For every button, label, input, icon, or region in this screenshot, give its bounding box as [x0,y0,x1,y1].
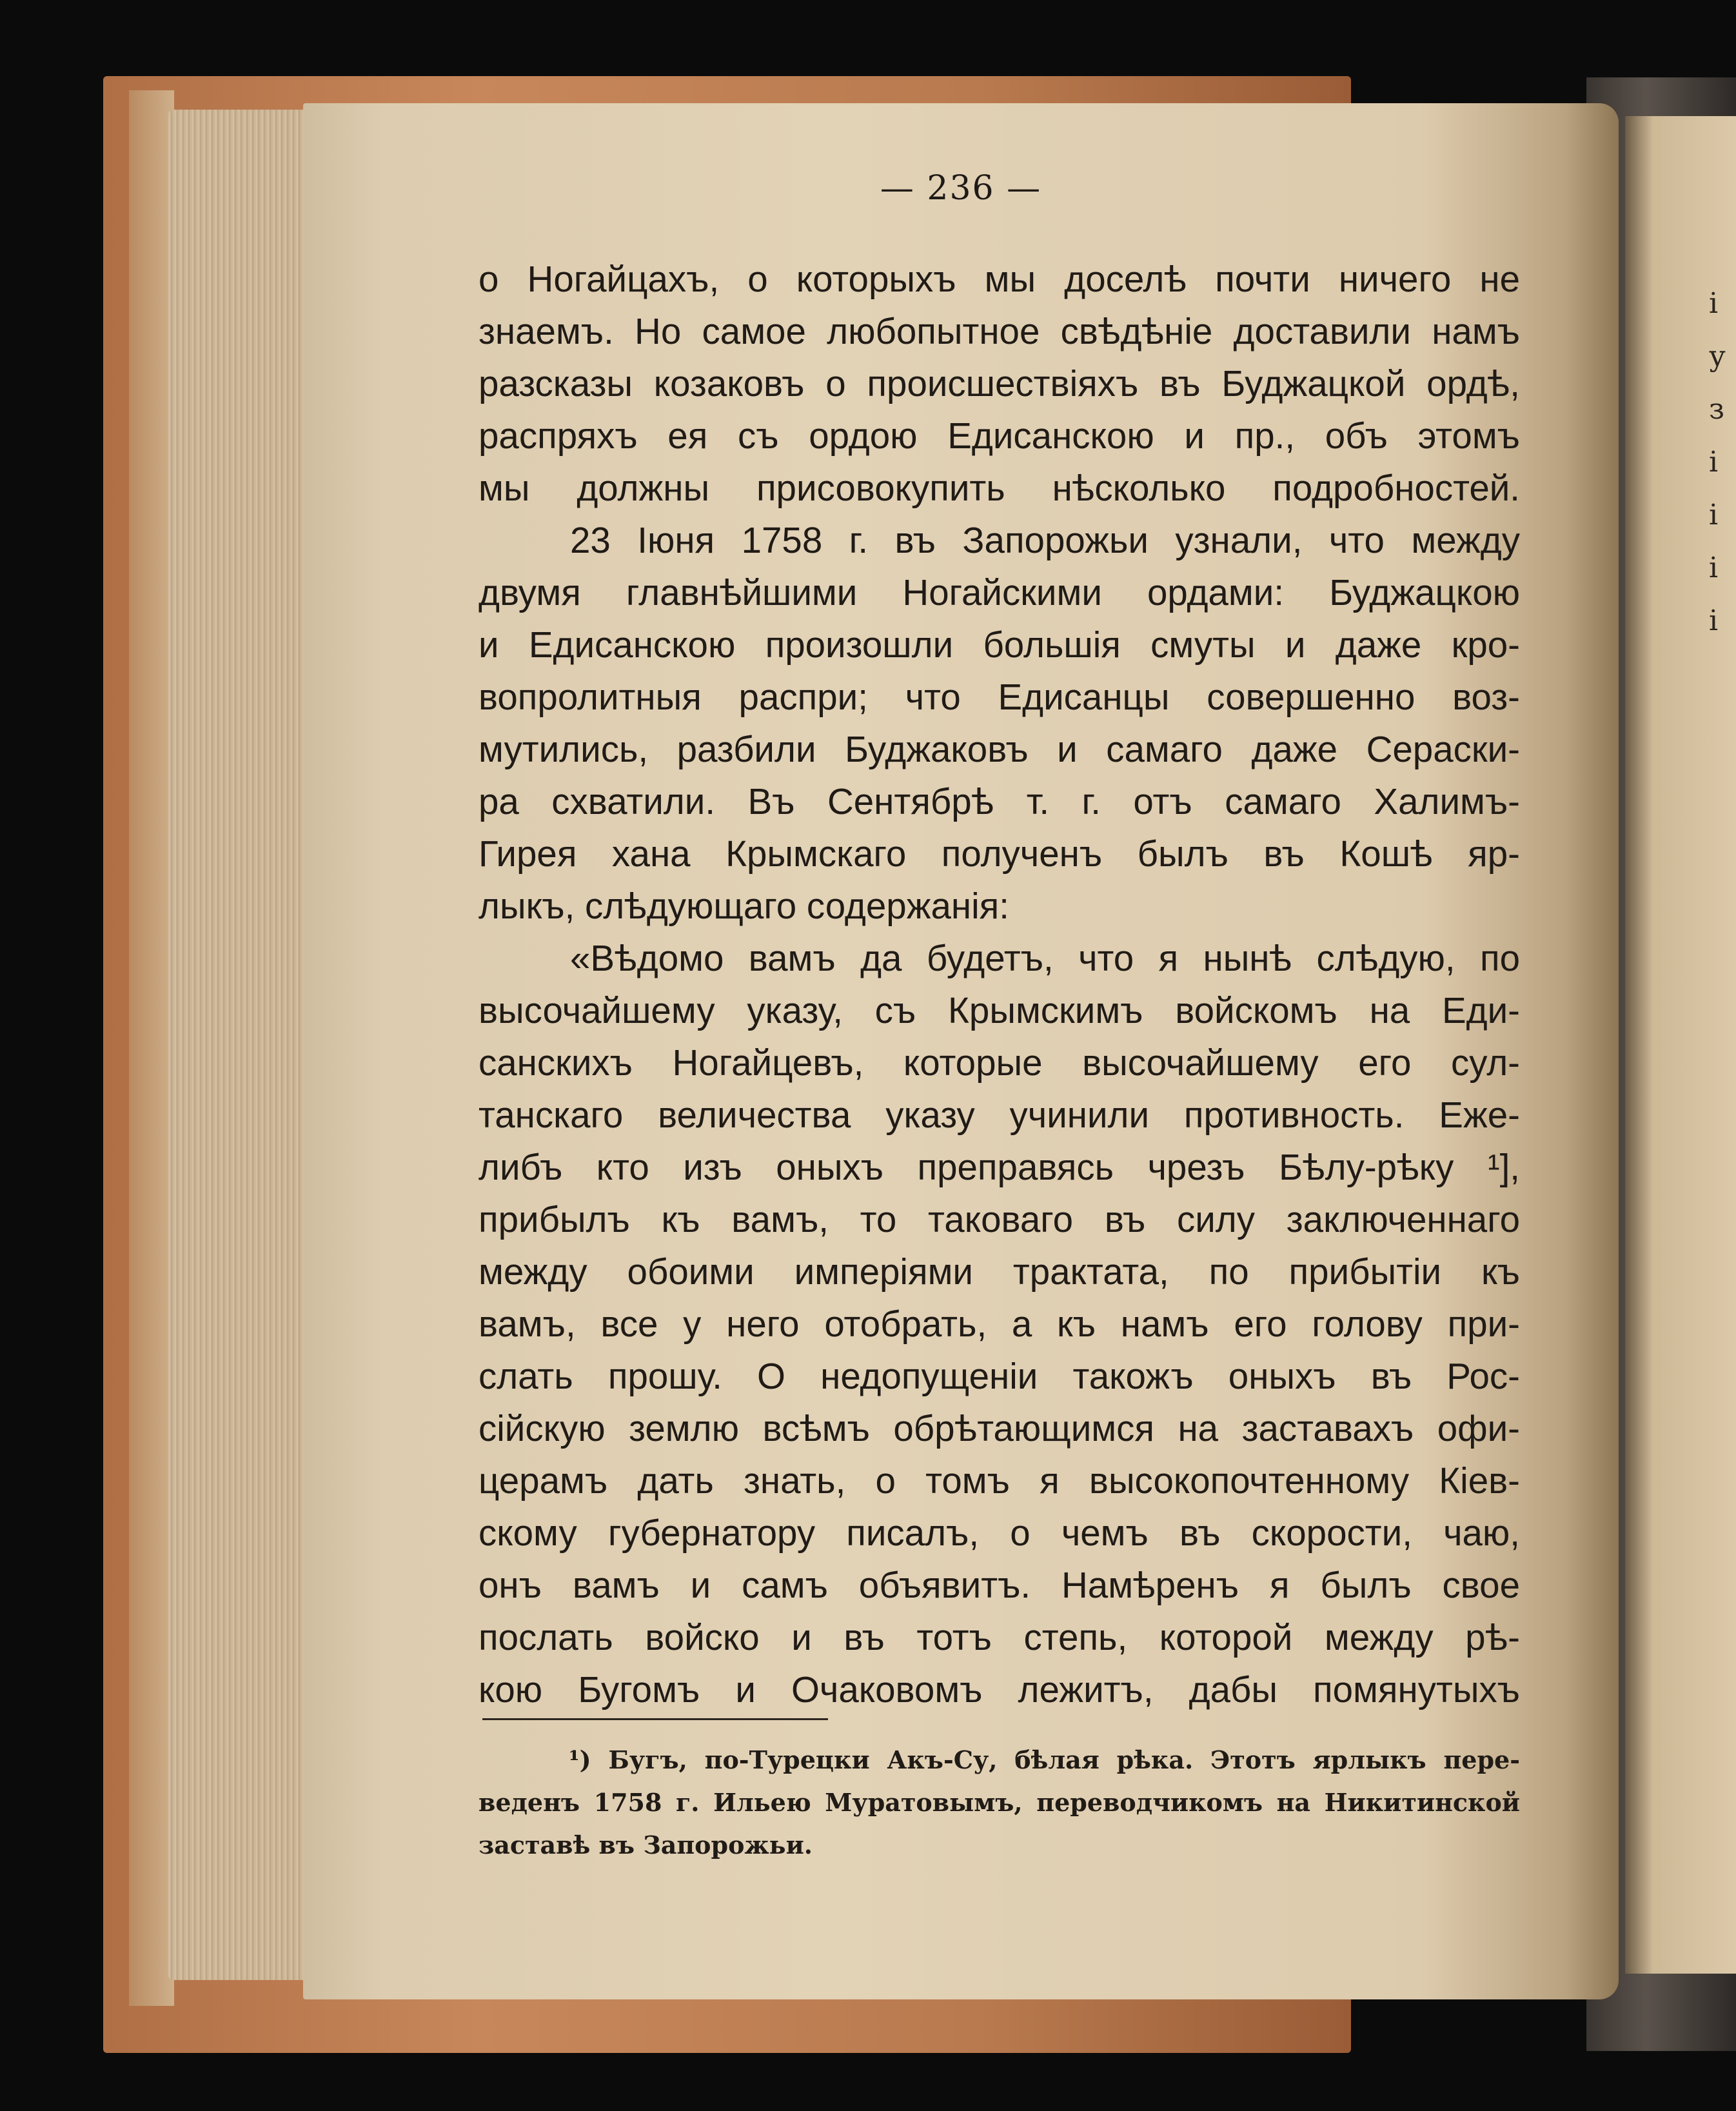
text-line: разсказы козаковъ о происшествіяхъ въ Буджацкой ордѣ, [478,363,1520,404]
footnote-line: ¹) Бугъ, по-Турецки Акъ-Су, бѣлая рѣка. Этотъ ярлыкъ пере- [569,1745,1520,1774]
facing-mark: у [1709,340,1726,373]
text-line: знаемъ. Но самое любопытное свѣдѣніе доставили намъ [478,311,1520,352]
text-line: «Вѣдомо вамъ да будетъ, что я нынѣ слѣдую, по [570,938,1520,978]
footnote-line: заставѣ въ Запорожьи. [478,1830,813,1859]
text-line: скому губернатору писалъ, о чемъ въ скорости, чаю, [478,1512,1520,1553]
text-line: мы должны присовокупить нѣсколько подробностей. [478,468,1520,508]
text-line: и Едисанскою произошли большія смуты и даже кро- [478,624,1520,665]
facing-page-text [1709,277,1728,648]
text-line: танскаго величества указу учинили противность. Еже- [478,1095,1520,1135]
page-body [478,253,1520,1716]
text-line: о Ногайцахъ, о которыхъ мы доселѣ почти ничего не [478,259,1520,299]
facing-mark: з [1709,393,1724,426]
facing-mark: і [1709,551,1719,584]
text-line: лыкъ, слѣдующаго содержанія: [478,886,1009,926]
text-line: прибылъ къ вамъ, то таковаго въ силу заключеннаго [478,1199,1520,1240]
facing-mark: і [1709,287,1719,320]
text-line: мутились, разбили Буджаковъ и самаго даже Сераски- [478,729,1520,769]
text-line: Гирея хана Крымскаго полученъ былъ въ Кошѣ яр- [478,833,1520,874]
text-line: высочайшему указу, съ Крымскимъ войскомъ на Еди- [478,990,1520,1031]
text-line: распряхъ ея съ ордою Едисанскою и пр., объ этомъ [478,415,1520,456]
text-line: вамъ, все у него отобрать, а къ намъ его голову при- [478,1303,1520,1344]
text-line: церамъ дать знать, о томъ я высокопочтенному Кіев- [478,1460,1520,1501]
text-line: между обоими имперіями трактата, по прибытіи къ [478,1251,1520,1292]
text-line: 23 Іюня 1758 г. въ Запорожьи узнали, что между [570,520,1520,560]
text-line: сійскую землю всѣмъ обрѣтающимся на заставахъ офи- [478,1408,1520,1449]
text-line: послать войско и въ тотъ степь, которой между рѣ- [478,1617,1520,1658]
footnote [478,1739,1520,1867]
text-line: либъ кто изъ оныхъ преправясь чрезъ Бѣлу-рѣку ¹], [478,1147,1520,1187]
page-block-edges [168,110,310,1980]
text-line: кою Бугомъ и Очаковомъ лежитъ, дабы помянутыхъ [478,1669,1520,1710]
facing-mark: і [1709,499,1719,531]
facing-mark: і [1709,446,1719,479]
page-number: — 236 — [880,169,1042,208]
facing-mark: і [1709,604,1719,637]
text-line: санскихъ Ногайцевъ, которые высочайшему его сул- [478,1042,1520,1083]
text-line: вопролитныя распри; что Едисанцы совершенно воз- [478,677,1520,717]
footnote-line: веденъ 1758 г. Ильею Муратовымъ, переводчикомъ на Никитинской [478,1788,1520,1817]
text-line: ра схватили. Въ Сентябрѣ т. г. отъ самаго Халимъ- [478,781,1520,822]
text-line: онъ вамъ и самъ объявитъ. Намѣренъ я былъ свое [478,1565,1520,1605]
text-line: слать прошу. О недопущеніи такожъ оныхъ въ Рос- [478,1356,1520,1396]
footnote-rule [482,1718,828,1720]
text-line: двумя главнѣйшими Ногайскими ордами: Буджацкою [478,572,1520,613]
